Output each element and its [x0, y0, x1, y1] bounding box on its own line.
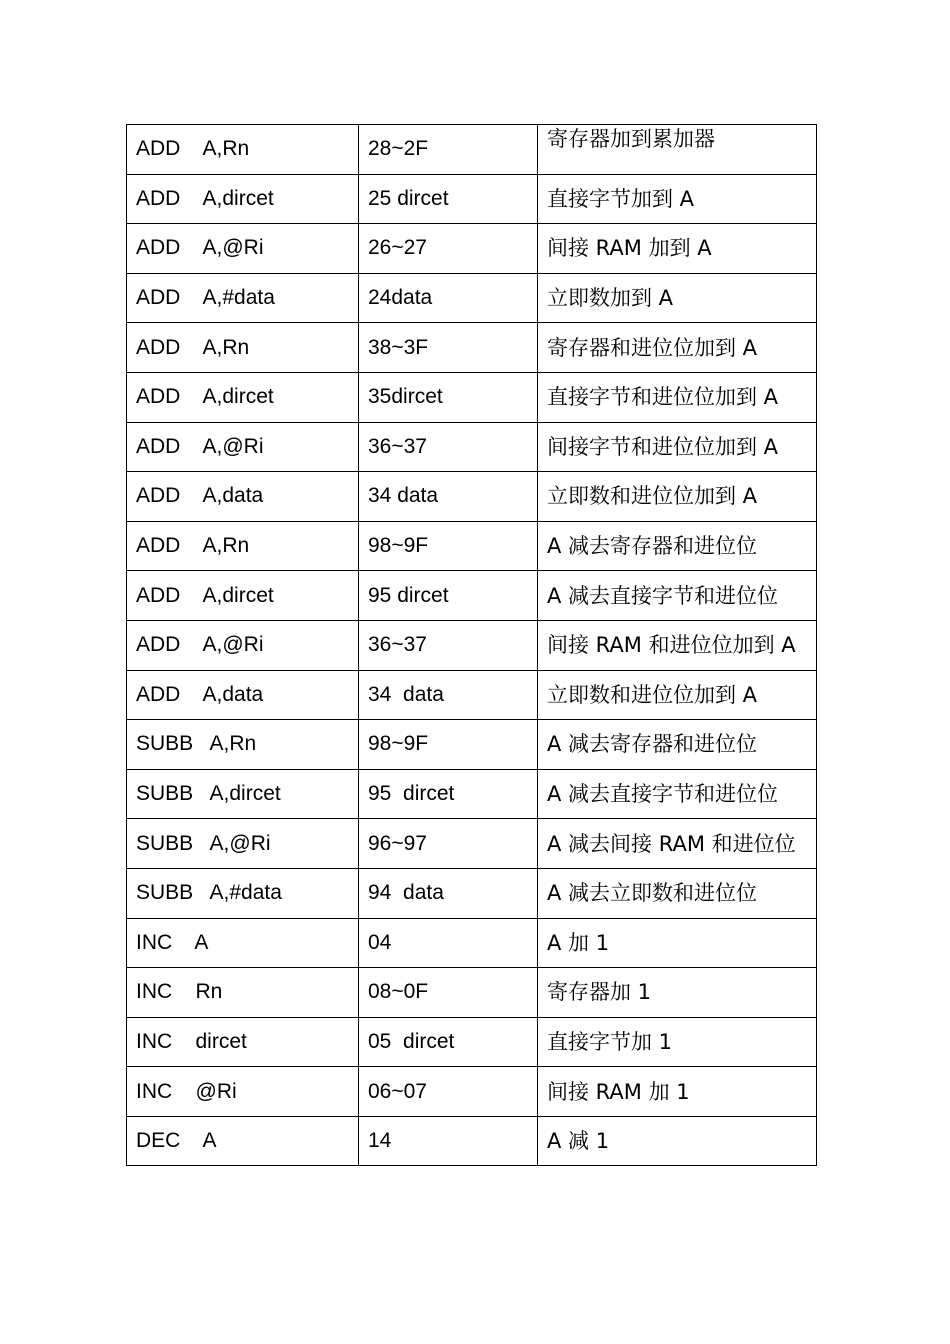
opcode-cell: 38~3F	[359, 323, 538, 373]
table-row	[127, 670, 817, 720]
table-row	[127, 918, 817, 968]
description-cell: A 加 1	[538, 918, 817, 968]
opcode-cell: 36~37	[359, 620, 538, 670]
instruction-cell: ADD A,data	[127, 670, 359, 720]
instruction-cell: ADD A,@Ri	[127, 224, 359, 274]
opcode-cell: 24data	[359, 273, 538, 323]
table-row	[127, 1116, 817, 1166]
description-cell: A 减去寄存器和进位位	[538, 720, 817, 770]
instruction-cell: ADD A,Rn	[127, 521, 359, 571]
opcode-cell: 08~0F	[359, 968, 538, 1018]
instruction-cell: ADD A,dircet	[127, 571, 359, 621]
instruction-table	[126, 124, 817, 1166]
opcode-cell: 04	[359, 918, 538, 968]
opcode-cell: 06~07	[359, 1067, 538, 1117]
table-row	[127, 273, 817, 323]
table-row	[127, 819, 817, 869]
opcode-cell: 94 data	[359, 868, 538, 918]
table-row	[127, 323, 817, 373]
description-cell: A 减去间接 RAM 和进位位	[538, 819, 817, 869]
table-row	[127, 620, 817, 670]
description-cell: A 减去立即数和进位位	[538, 868, 817, 918]
description-cell: 直接字节加到 A	[538, 174, 817, 224]
instruction-cell: INC A	[127, 918, 359, 968]
instruction-cell: ADD A,#data	[127, 273, 359, 323]
table-row	[127, 720, 817, 770]
description-cell: 立即数和进位位加到 A	[538, 472, 817, 522]
instruction-cell: ADD A,@Ri	[127, 620, 359, 670]
description-cell: 间接 RAM 加 1	[538, 1067, 817, 1117]
instruction-cell: INC dircet	[127, 1017, 359, 1067]
opcode-cell: 98~9F	[359, 720, 538, 770]
description-cell: 寄存器加到累加器	[538, 125, 817, 175]
description-cell: 寄存器加 1	[538, 968, 817, 1018]
opcode-cell: 95 dircet	[359, 571, 538, 621]
description-cell: 直接字节和进位位加到 A	[538, 372, 817, 422]
opcode-cell: 28~2F	[359, 125, 538, 175]
table-row	[127, 868, 817, 918]
instruction-cell: ADD A,@Ri	[127, 422, 359, 472]
description-cell: A 减 1	[538, 1116, 817, 1166]
description-cell: 间接字节和进位位加到 A	[538, 422, 817, 472]
instruction-cell: ADD A,dircet	[127, 174, 359, 224]
table-row	[127, 571, 817, 621]
instruction-cell: SUBB A,@Ri	[127, 819, 359, 869]
instruction-cell: SUBB A,dircet	[127, 769, 359, 819]
instruction-cell: INC @Ri	[127, 1067, 359, 1117]
table-row	[127, 174, 817, 224]
table-row	[127, 1017, 817, 1067]
table-row	[127, 472, 817, 522]
description-cell: 立即数加到 A	[538, 273, 817, 323]
instruction-cell: ADD A,Rn	[127, 323, 359, 373]
description-cell: 寄存器和进位位加到 A	[538, 323, 817, 373]
opcode-cell: 35dircet	[359, 372, 538, 422]
description-cell: A 减去直接字节和进位位	[538, 571, 817, 621]
table-row	[127, 224, 817, 274]
description-cell: A 减去直接字节和进位位	[538, 769, 817, 819]
table-row	[127, 422, 817, 472]
opcode-cell: 96~97	[359, 819, 538, 869]
opcode-cell: 98~9F	[359, 521, 538, 571]
opcode-cell: 05 dircet	[359, 1017, 538, 1067]
opcode-cell: 26~27	[359, 224, 538, 274]
opcode-cell: 36~37	[359, 422, 538, 472]
opcode-cell: 95 dircet	[359, 769, 538, 819]
opcode-cell: 34 data	[359, 670, 538, 720]
opcode-cell: 14	[359, 1116, 538, 1166]
instruction-cell: ADD A,Rn	[127, 125, 359, 175]
description-cell: 直接字节加 1	[538, 1017, 817, 1067]
table-row	[127, 968, 817, 1018]
table-row	[127, 521, 817, 571]
table-row	[127, 125, 817, 175]
instruction-cell: SUBB A,Rn	[127, 720, 359, 770]
instruction-cell: SUBB A,#data	[127, 868, 359, 918]
table-row	[127, 1067, 817, 1117]
opcode-cell: 34 data	[359, 472, 538, 522]
table-row	[127, 769, 817, 819]
opcode-cell: 25 dircet	[359, 174, 538, 224]
description-cell: 间接 RAM 加到 A	[538, 224, 817, 274]
instruction-cell: ADD A,data	[127, 472, 359, 522]
instruction-cell: DEC A	[127, 1116, 359, 1166]
instruction-cell: INC Rn	[127, 968, 359, 1018]
instruction-cell: ADD A,dircet	[127, 372, 359, 422]
table-row	[127, 372, 817, 422]
description-cell: 立即数和进位位加到 A	[538, 670, 817, 720]
description-cell: A 减去寄存器和进位位	[538, 521, 817, 571]
description-cell: 间接 RAM 和进位位加到 A	[538, 620, 817, 670]
